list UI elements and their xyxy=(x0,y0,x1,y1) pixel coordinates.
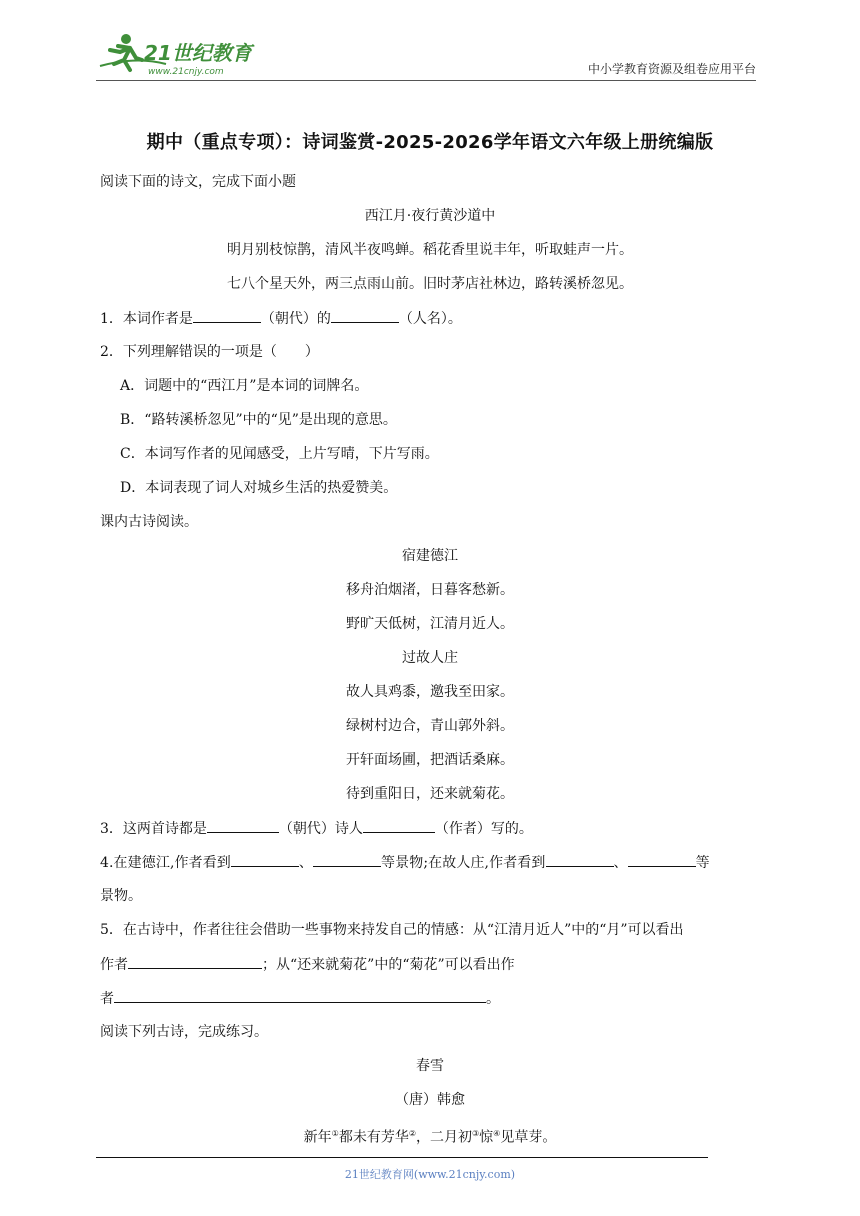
question-5: 5．在古诗中，作者往往会借助一些事物来持发自己的情感：从“江清月近人”中的“月”可以看出 xyxy=(100,922,684,938)
logo-url: www.21cnjy.com xyxy=(148,67,224,77)
poem-title-xijiangyue: 西江月·夜行黄沙道中 xyxy=(364,208,496,224)
poem-line: 绿树村边合，青山郭外斜。 xyxy=(346,718,514,734)
answer-blank[interactable] xyxy=(114,988,486,1003)
logo-text: 21世纪教育 xyxy=(144,41,252,65)
question-2-stem: 2．下列理解错误的一项是（ ） xyxy=(100,344,319,360)
poem-title-sujiandejiang: 宿建德江 xyxy=(402,548,458,564)
section3-intro: 阅读下列古诗，完成练习。 xyxy=(100,1024,268,1040)
poem-line: 野旷天低树，江清月近人。 xyxy=(346,616,514,632)
poem-title-guogurenzhuang: 过故人庄 xyxy=(402,650,458,666)
answer-blank[interactable] xyxy=(628,852,696,867)
answer-blank[interactable] xyxy=(313,852,381,867)
answer-blank[interactable] xyxy=(207,818,279,833)
section2-intro: 课内古诗阅读。 xyxy=(100,514,198,530)
footer-site[interactable]: 21世纪教育网(www.21cnjy.com) xyxy=(344,1168,516,1181)
poem-line: 待到重阳日，还来就菊花。 xyxy=(346,786,514,802)
answer-blank[interactable] xyxy=(193,308,261,323)
answer-blank[interactable] xyxy=(331,308,399,323)
answer-blank[interactable] xyxy=(363,818,435,833)
poem-line: 开轩面场圃，把酒话桑麻。 xyxy=(346,752,514,768)
header-divider xyxy=(96,80,756,81)
poem-title-chunxue: 春雪 xyxy=(416,1058,444,1074)
section1-intro: 阅读下面的诗文，完成下面小题 xyxy=(100,174,296,190)
page-header xyxy=(96,30,756,80)
footer-divider xyxy=(96,1157,708,1158)
option-c[interactable]: C．本词写作者的见闻感受，上片写晴，下片写雨。 xyxy=(120,446,439,462)
option-a[interactable]: A．词题中的“西江月”是本词的词牌名。 xyxy=(120,378,369,394)
question-5-line2: 作者 ；从“还来就菊花”中的“菊花”可以看出作 xyxy=(100,954,515,975)
poem-line: 故人具鸡黍，邀我至田家。 xyxy=(346,684,514,700)
poem-line-annotated: 新年①都未有芳华②，二月初③惊④见草芽。 xyxy=(303,1129,557,1146)
question-4-cont: 景物。 xyxy=(100,888,142,904)
question-1: 1．本词作者是 （朝代）的 （人名）。 xyxy=(100,308,462,329)
answer-blank[interactable] xyxy=(546,852,614,867)
logo-21cnjy xyxy=(96,30,266,78)
question-4: 4.在建德江,作者看到 、 等景物;在故人庄,作者看到 、 等 xyxy=(100,852,710,873)
platform-name: 中小学教育资源及组卷应用平台 xyxy=(587,62,756,76)
document-title: 期中（重点专项）：诗词鉴赏-2025-2026学年语文六年级上册统编版 xyxy=(146,132,714,153)
option-b[interactable]: B．“路转溪桥忽见”中的“见”是出现的意思。 xyxy=(120,412,397,428)
poem-line: 移舟泊烟渚，日暮客愁新。 xyxy=(346,582,514,598)
answer-blank[interactable] xyxy=(231,852,299,867)
poem-author: （唐）韩愈 xyxy=(395,1092,465,1108)
question-5-line3: 者 。 xyxy=(100,988,500,1009)
question-3: 3．这两首诗都是 （朝代）诗人 （作者）写的。 xyxy=(100,818,533,839)
answer-blank[interactable] xyxy=(128,954,262,969)
option-d[interactable]: D．本词表现了词人对城乡生活的热爱赞美。 xyxy=(120,480,398,496)
poem-line: 明月别枝惊鹊，清风半夜鸣蝉。稻花香里说丰年，听取蛙声一片。 xyxy=(227,242,633,258)
poem-line: 七八个星天外，两三点雨山前。旧时茅店社林边，路转溪桥忽见。 xyxy=(227,276,633,292)
